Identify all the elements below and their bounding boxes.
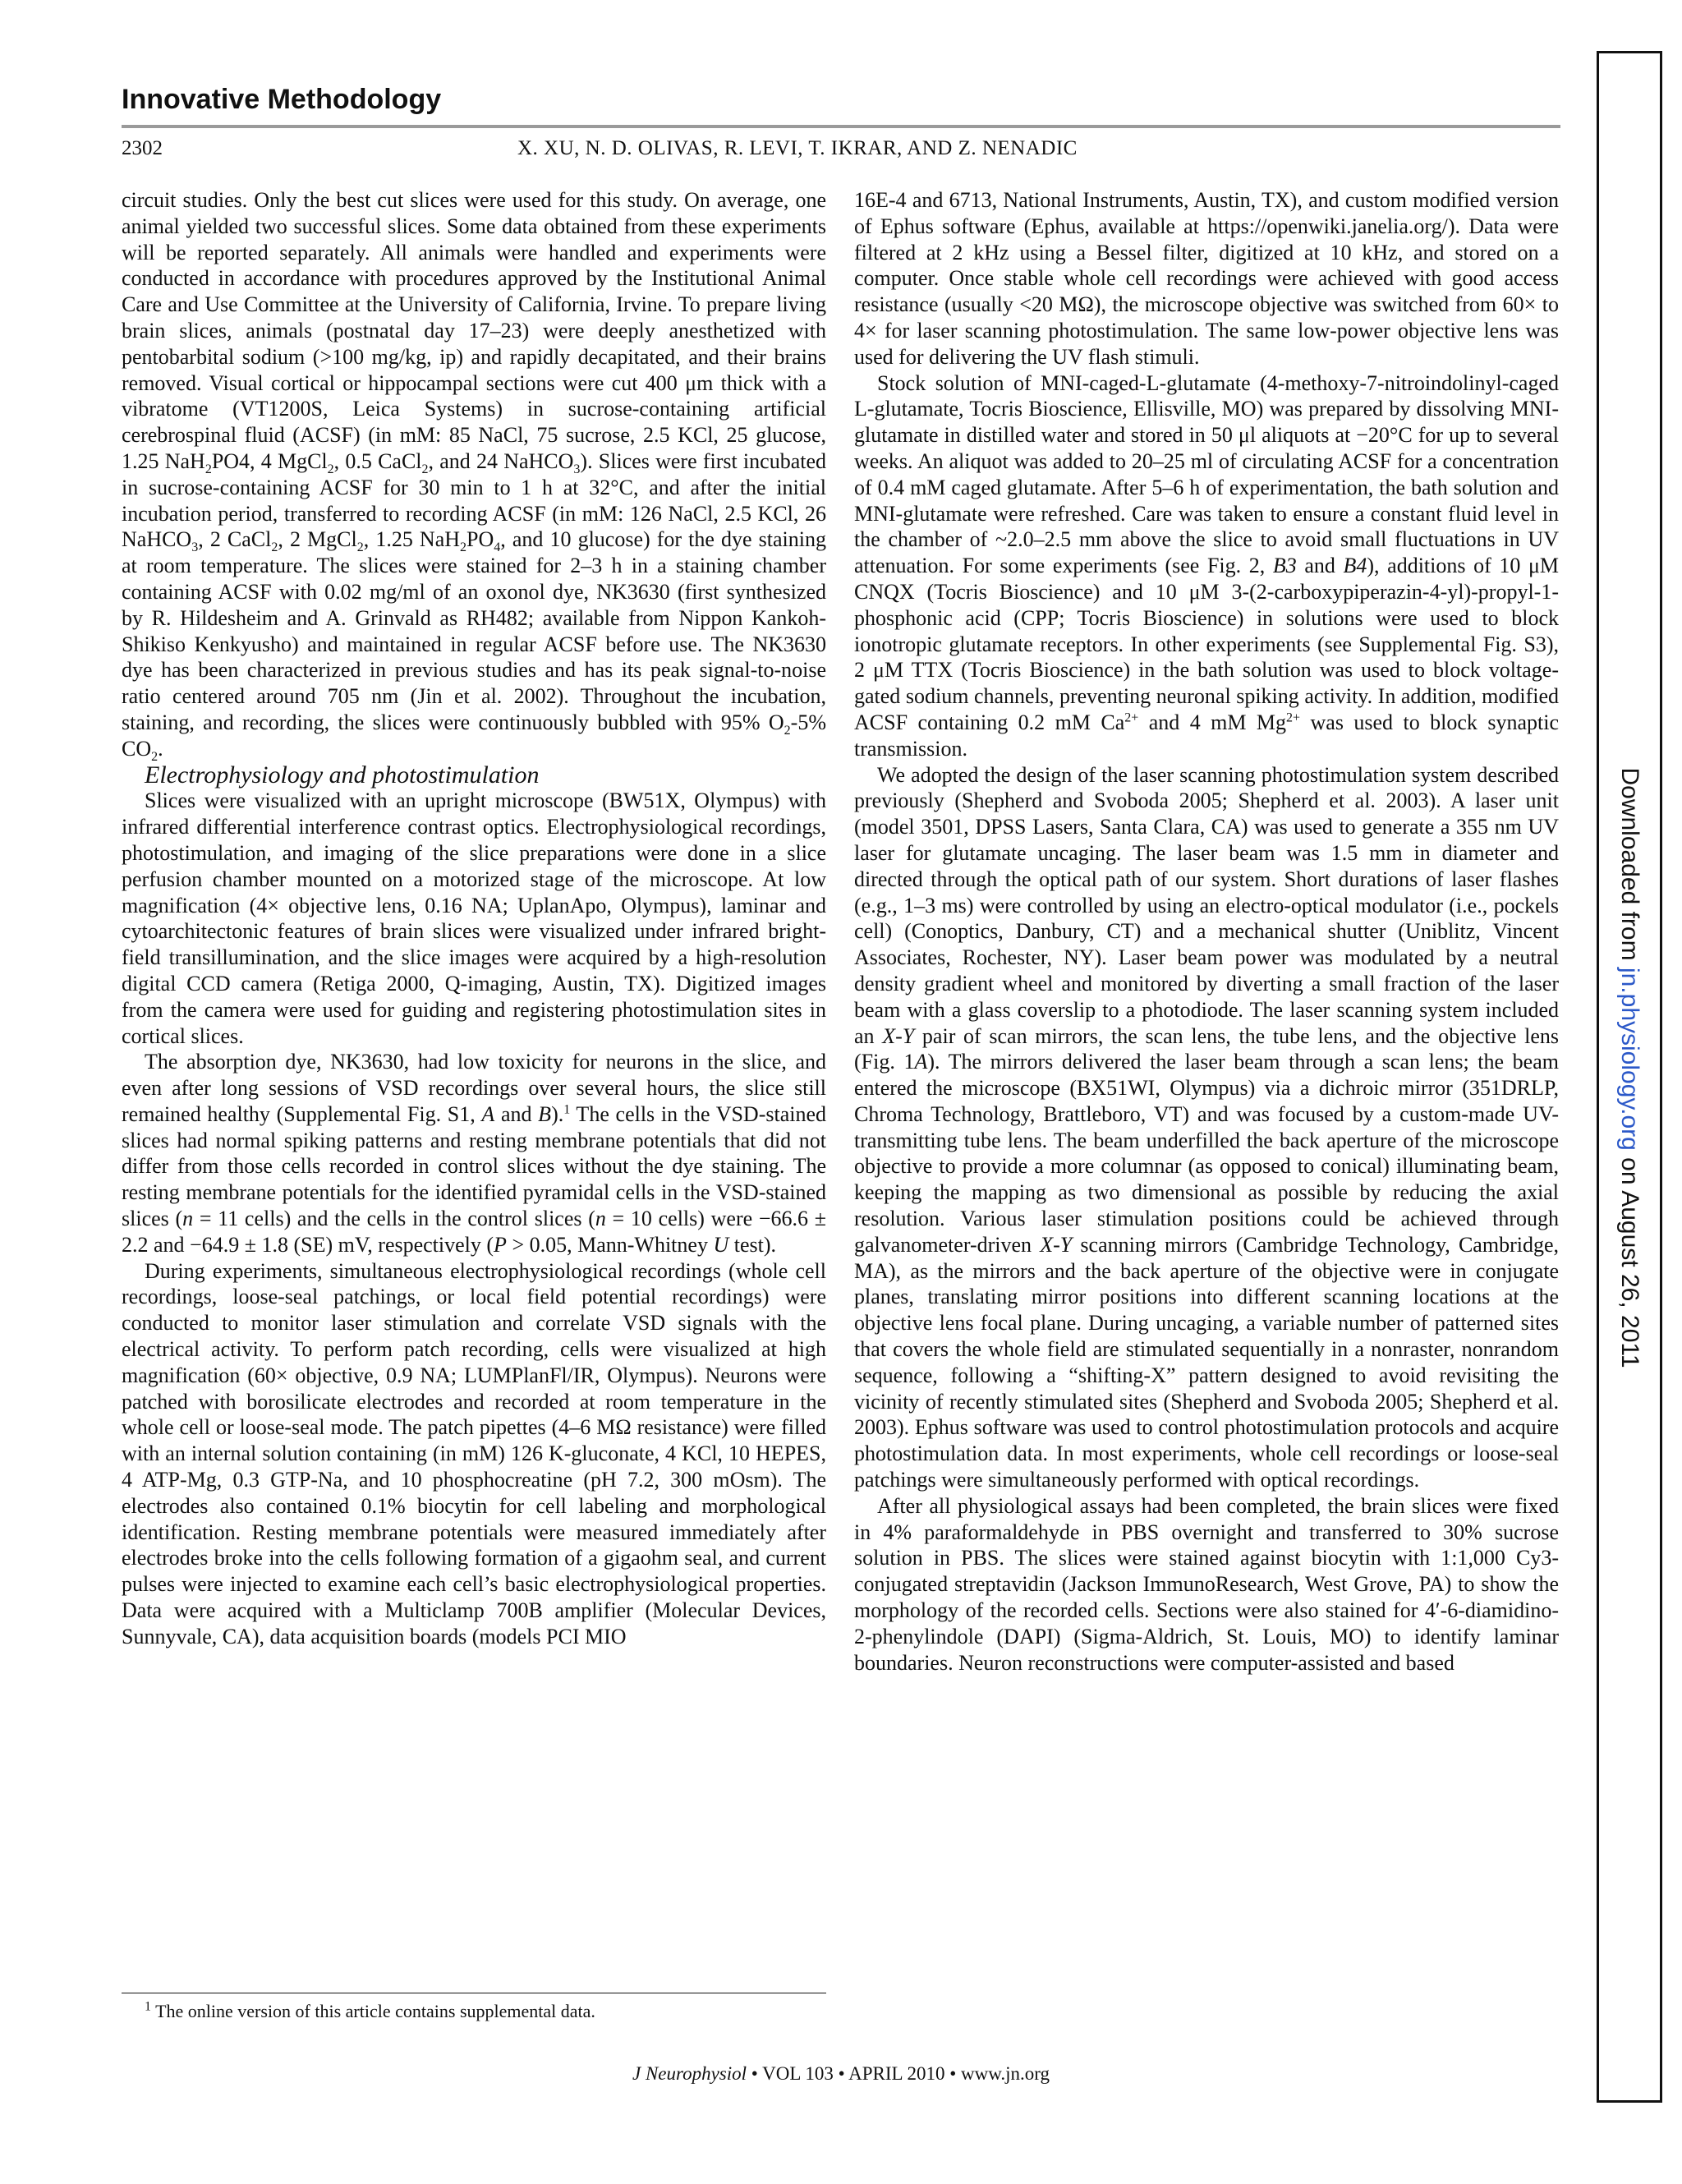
paragraph: Stock solution of MNI-caged-L-glutamate (4-methoxy-7-nitroindolinyl-caged L-glutamate, Tocris Bioscience, Ellisville, MO) was prepared by dissolving MNI-glutamate in distilled water and stored in 50 μl aliquots at −20°C for up to several weeks. An aliquot was added to 20–25 ml of circulating ACSF for a concentration of 0.4 mM caged glutamate. After 5–6 h of experimentation, the bath solution and MNI-glutamate were refreshed. Care was taken to ensure a constant fluid level in the chamber of ~2.0–2.5 mm above the slice to avoid small fluctuations in UV attenuation. For some experiments (see Fig. 2, B3 and B4), additions of 10 μM CNQX (Tocris Bioscience) and 10 μM 3-(2-carboxypiperazin-4-yl)-propyl-1-phosphonic acid (CPP; Tocris Bioscience) in solutions were used to block ionotropic glutamate receptors. In other experiments (see Supplemental Fig. S3), 2 μM TTX (Tocris Bioscience) in the bath solution was used to block voltage-gated sodium channels, preventing neuronal spiking activity. In addition, modified ACSF containing 0.2 mM $Ca^{2+}$ and 4 mM $Mg^{2+}$ was used to block synaptic transmission.: [854, 370, 1560, 761]
page-number: 2302: [122, 137, 163, 159]
journal-site-link[interactable]: jn.physiology.org: [1616, 967, 1643, 1151]
footnote: $^1$ The online version of this article contains supplemental data.: [145, 1999, 595, 2021]
paragraph: 16E-4 and 6713, National Instruments, Austin, TX), and custom modified version of Ephus software (Ephus, available at https://openwiki.janelia.org/). Data were filtered at 2 kHz using a Bessel filter, digitized at 10 kHz, and stored on a computer. Once stable whole cell recordings were achieved with good access resistance (usually <20 MΩ), the microscope objective was switched from 60× to 4× for laser scanning photostimulation. The same low-power objective lens was used for delivering the UV flash stimuli.: [854, 188, 1559, 369]
paragraph: circuit studies. Only the best cut slices were used for this study. On average, one animal yielded two successful slices. Some data obtained from these experiments will be reported separately. All animals were handled and experiments were conducted in accordance with procedures approved by the Institutional Animal Care and Use Committee at the University of California, Irvine. To prepare living brain slices, animals (postnatal day 17–23) were deeply anesthetized with pentobarbital sodium (>100 mg/kg, ip) and rapidly decapitated, and their brains removed. Visual cortical or hippocampal sections were cut 400 μm thick with a vibratome (VT1200S, Leica Systems) in sucrose-containing artificial cerebrospinal fluid (ACSF) (in mM: 85 NaCl, 75 sucrose, 2.5 KCl, 25 glucose, 1.25 NaH$_2$PO4, 4 MgCl$_2$, 0.5 CaCl$_2$, and 24 NaHCO$_3$). Slices were first incubated in sucrose-containing ACSF for 30 min to 1 h at 32°C, and after the initial incubation period, transferred to recording ACSF (in mM: 126 NaCl, 2.5 KCl, 26 NaHCO$_3$, 2 CaCl$_2$, 2 MgCl$_2$, 1.25 $NaH_2PO_4$, and 10 glucose) for the dye staining at room temperature. The slices were stained for 2–3 h in a staining chamber containing ACSF with 0.02 mg/ml of an oxonol dye, NK3630 (first synthesized by R. Hildesheim and A. Grinvald as RH482; available from Nippon Kankoh-Shikiso Kenkyusho) and maintained in regular ACSF before use. The NK3630 dye has been characterized in previous studies and has its peak signal-to-noise ratio centered around 705 nm (Jin et al. 2002). Throughout the incubation, staining, and recording, the slices were continuously bubbled with 95% $O_2-5\%$ $CO_2$.: [122, 188, 826, 764]
header-rule: [122, 125, 1560, 128]
left-column: [122, 187, 826, 1650]
download-notice: Downloaded from jn.physiology.org on August 26, 2011: [1616, 767, 1643, 1368]
paragraph: The absorption dye, NK3630, had low toxicity for neurons in the slice, and even after long sessions of VSD recordings over several hours, the slice still remained healthy (Supplemental Fig. S1, A and B).$^1$ The cells in the VSD-stained slices had normal spiking patterns and resting membrane potentials that did not differ from those cells recorded in control slices without the dye staining. The resting membrane potentials for the identified pyramidal cells in the VSD-stained slices (n = 11 cells) and the cells in the control slices (n = 10 cells) were −66.6 ± 2.2 and −64.9 ± 1.8 (SE) mV, respectively (P > 0.05, Mann-Whitney U test).: [122, 1050, 827, 1257]
paragraph: Slices were visualized with an upright microscope (BW51X, Olympus) with infrared differential interference contrast optics. Electrophysiological recordings, photostimulation, and imaging of the slice preparations were done in a slice perfusion chamber mounted on a motorized stage of the microscope. At low magnification (4× objective lens, 0.16 NA; UplanApo, Olympus), laminar and cytoarchitectonic features of brain slices were visualized under infrared bright-field transillumination, and the slice images were acquired by a high-resolution digital CCD camera (Retiga 2000, Q-imaging, Austin, TX). Digitized images from the camera were used for guiding and registering photostimulation sites in cortical slices.: [122, 789, 826, 1048]
section-heading: Innovative Methodology: [122, 84, 442, 115]
journal-footer: J Neurophysiol • VOL 103 • APRIL 2010 • www.jn.org: [632, 2063, 1050, 2084]
paragraph: We adopted the design of the laser scanning photostimulation system described previously (Shepherd and Svoboda 2005; Shepherd et al. 2003). A laser unit (model 3501, DPSS Lasers, Santa Clara, CA) was used to generate a 355 nm UV laser for glutamate uncaging. The laser beam was 1.5 mm in diameter and directed through the optical path of our system. Short durations of laser flashes (e.g., 1–3 ms) were controlled by using an electro-optical modulator (i.e., pockels cell) (Conoptics, Danbury, CT) and a mechanical shutter (Uniblitz, Vincent Associates, Rochester, NY). Laser beam power was modulated by a neutral density gradient wheel and monitored by diverting a small fraction of the laser beam with a glass coverslip to a photodiode. The laser scanning system included an X-Y pair of scan mirrors, the scan lens, the tube lens, and the objective lens (Fig. 1A). The mirrors delivered the laser beam through a scan lens; the beam entered the microscope (BX51WI, Olympus) via a dichroic mirror (351DRLP, Chroma Technology, Brattleboro, VT) and was focused by a custom-made UV-transmitting tube lens. The beam underfilled the back aperture of the microscope objective to provide a more columnar (as opposed to conical) illuminating beam, keeping the mapping as two dimensional as possible by reducing the axial resolution. Various laser stimulation positions could be achieved through galvanometer-driven X-Y scanning mirrors (Cambridge Technology, Cambridge, MA), as the mirrors and the back aperture of the objective were in conjugate planes, translating mirror positions into different scanning locations at the objective lens focal plane. During uncaging, a variable number of patterned sites that covers the whole field are stimulated sequentially in a nonraster, nonrandom sequence, following a “shifting-X” pattern designed to avoid revisiting the vicinity of recently stimulated sites (Shepherd and Svoboda 2005; Shepherd et al. 2003). Ephus software was used to control photostimulation protocols and acquire photostimulation data. In most experiments, whole cell recordings or loose-seal patchings were simultaneously performed with optical recordings.: [854, 762, 1559, 1492]
subsection-heading: Electrophysiology and photostimulation: [145, 761, 540, 789]
right-column: [854, 187, 1559, 1676]
paragraph: After all physiological assays had been completed, the brain slices were fixed in 4% paraformaldehyde in PBS overnight and transferred to 30% sucrose solution in PBS. The slices were stained against biocytin with 1:1,000 Cy3-conjugated streptavidin (Jackson ImmunoResearch, West Grove, PA) to show the morphology of the recorded cells. Sections were also stained for 4′-6-diamidino-2-phenylindole (DAPI) (Sigma-Aldrich, St. Louis, MO) to identify laminar boundaries. Neuron reconstructions were computer-assisted and based: [854, 1493, 1559, 1675]
footnote-reference[interactable]: 1: [563, 1102, 571, 1117]
paragraph: During experiments, simultaneous electrophysiological recordings (whole cell recordings, loose-seal patchings, or local field potential recordings) were conducted to monitor laser stimulation and correlate VSD signals with the electrical activity. To perform patch recording, cells were visualized at high magnification (60× objective, 0.9 NA; LUMPlanFl/IR, Olympus). Neurons were patched with borosilicate electrodes and recorded at room temperature in the whole cell or loose-seal mode. The patch pipettes (4–6 MΩ resistance) were filled with an internal solution containing (in mM) 126 K-gluconate, 4 KCl, 10 HEPES, 4 ATP-Mg, 0.3 GTP-Na, and 10 phosphocreatine (pH 7.2, 300 mOsm). The electrodes also contained 0.1% biocytin for cell labeling and morphological identification. Resting membrane potentials were measured immediately after electrodes broke into the cells following formation of a gigaohm seal, and current pulses were injected to examine each cell’s basic electrophysiological properties. Data were acquired with a Multiclamp 700B amplifier (Molecular Devices, Sunnyvale, CA), data acquisition boards (models PCI MIO: [122, 1258, 826, 1648]
running-head-authors: X. XU, N. D. OLIVAS, R. LEVI, T. IKRAR, AND Z. NENADIC: [517, 137, 1078, 159]
